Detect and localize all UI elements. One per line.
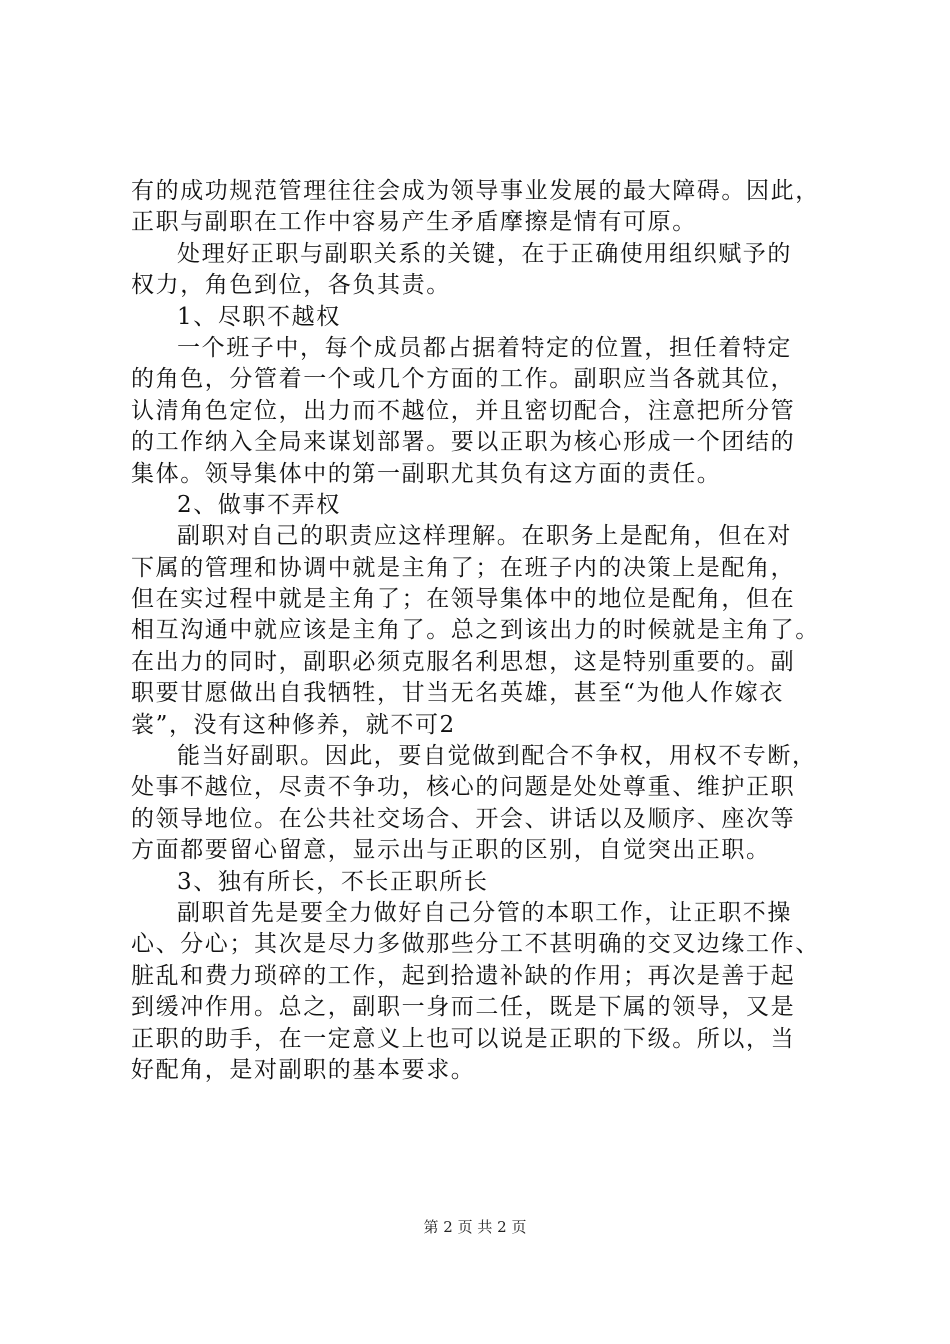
body-line: 职要甘愿做出自我牺牲，甘当无名英雄，甚至“为他人作嫁衣 (131, 680, 784, 707)
body-line: 脏乱和费力琐碎的工作，起到拾遗补缺的作用；再次是善于起 (131, 962, 796, 989)
body-line: 集体。领导集体中的第一副职尤其负有这方面的责任。 (131, 460, 722, 487)
body-line: 相互沟通中就应该是主角了。总之到该出力的时候就是主角了。 (131, 617, 820, 644)
body-line: 在出力的同时，副职必须克服名利思想，这是特别重要的。副 (131, 648, 796, 675)
body-line: 正职与副职在工作中容易产生矛盾摩擦是情有可原。 (131, 209, 697, 236)
document-body (131, 176, 831, 1086)
body-line: 处事不越位，尽责不争功，核心的问题是处处尊重、维护正职 (131, 774, 796, 801)
body-line: 下属的管理和协调中就是主角了；在班子内的决策上是配角， (131, 554, 796, 581)
section-heading-2: 2、做事不弄权 (177, 491, 341, 518)
body-line: 好配角，是对副职的基本要求。 (131, 1056, 476, 1083)
body-line: 的角色，分管着一个或几个方面的工作。副职应当各就其位， (131, 366, 796, 393)
body-line: 但在实过程中就是主角了；在领导集体中的地位是配角，但在 (131, 586, 796, 613)
paragraph-first-line: 处理好正职与副职关系的关键，在于正确使用组织赋予的 (177, 240, 792, 267)
paragraph-first-line: 副职对自己的职责应这样理解。在职务上是配角，但在对 (177, 523, 792, 550)
section-heading-1: 1、尽职不越权 (177, 303, 341, 330)
body-line: 正职的助手，在一定意义上也可以说是正职的下级。所以，当 (131, 1025, 796, 1052)
body-line: 心、分心；其次是尽力多做那些分工不甚明确的交叉边缘工作、 (131, 931, 820, 958)
body-line: 方面都要留心留意，显示出与正职的区别，自觉突出正职。 (131, 837, 771, 864)
body-line: 的工作纳入全局来谋划部署。要以正职为核心形成一个团结的 (131, 429, 796, 456)
paragraph-first-line: 一个班子中，每个成员都占据着特定的位置，担任着特定 (177, 334, 792, 361)
page-number-footer: 第 2 页 共 2 页 (423, 1218, 527, 1236)
body-line: 到缓冲作用。总之，副职一身而二任，既是下属的领导，又是 (131, 994, 796, 1021)
body-line: 权力，角色到位，各负其责。 (131, 272, 451, 299)
body-line: 裳”，没有这种修养，就不可2 (131, 711, 456, 738)
body-line: 认清角色定位，出力而不越位，并且密切配合，注意把所分管 (131, 397, 796, 424)
body-line: 有的成功规范管理往往会成为领导事业发展的最大障碍。因此， (131, 178, 820, 204)
body-line: 的领导地位。在公共社交场合、开会、讲话以及顺序、座次等 (131, 805, 796, 832)
paragraph-first-line: 副职首先是要全力做好自己分管的本职工作，让正职不操 (177, 899, 792, 926)
section-heading-3: 3、独有所长，不长正职所长 (177, 868, 489, 895)
paragraph-first-line: 能当好副职。因此，要自觉做到配合不争权，用权不专断， (177, 743, 817, 770)
